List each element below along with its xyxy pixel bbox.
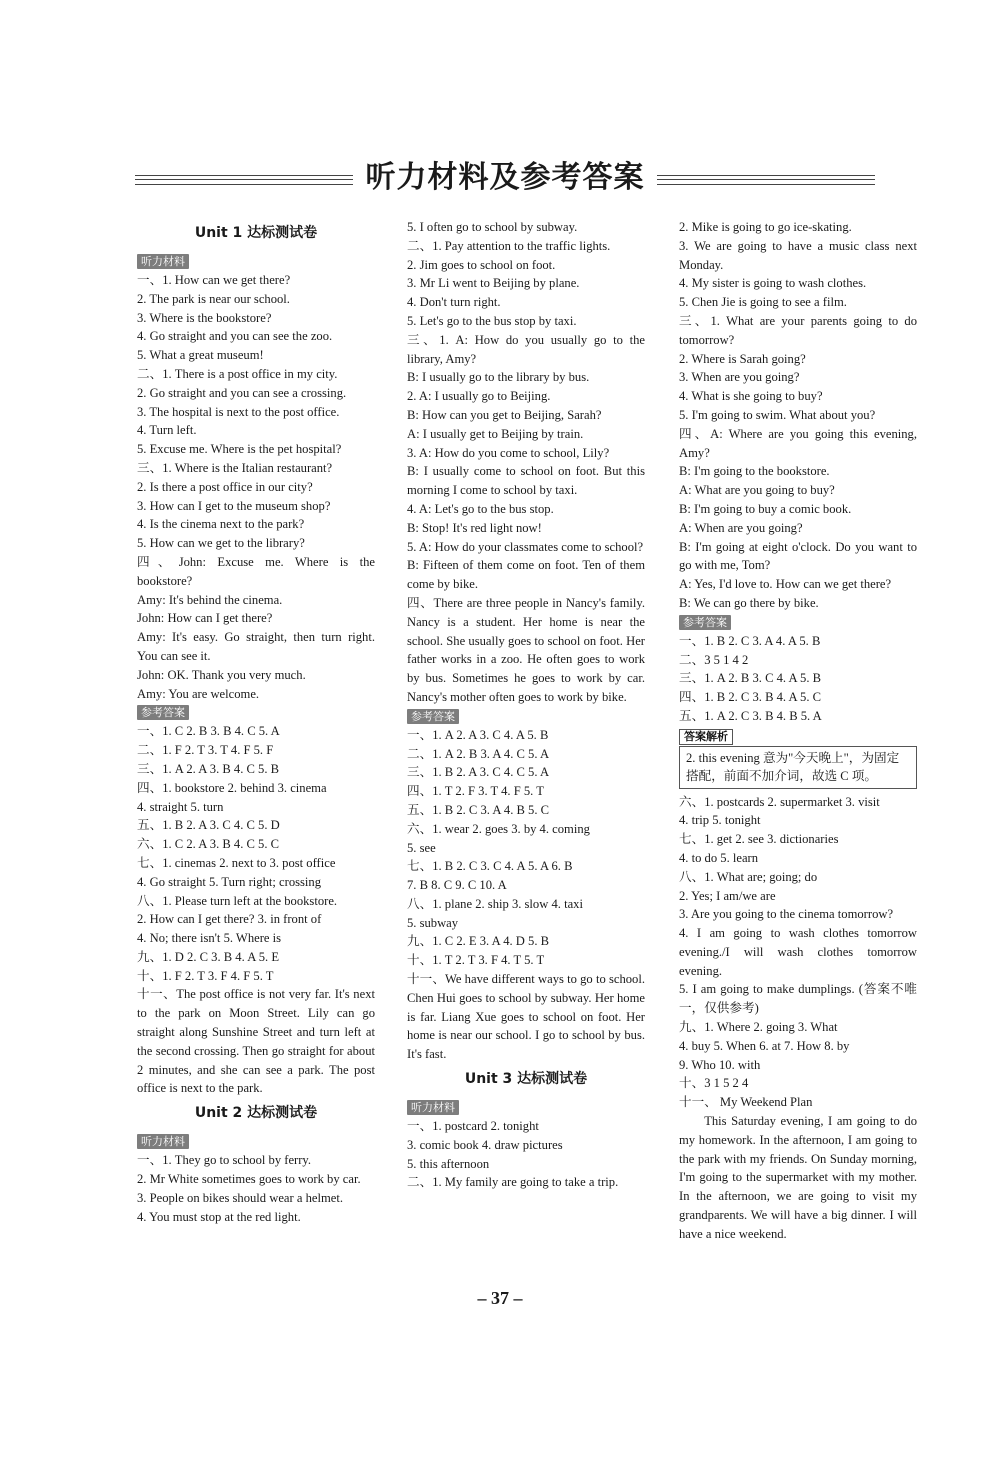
section-tag-row [407,707,645,726]
answer-line: 二、1. A 2. B 3. A 4. C 5. A [407,746,550,761]
answer-line: 四、There are three people in Nancy's family. Nancy is a student. Her home is near the school. She usually goes to school on foot. Her father works in a zoo. He often goes to work by bus. Sometimes he goes to work by car. Nancy's mother often goes to work by bike. [407,595,645,704]
answer-line: B: I'm going at eight o'clock. Do you want to go with me, Tom? [679,539,917,573]
answer-line: 4. to do 5. learn [679,850,759,865]
answer-line: 2. Go straight and you can see a crossing. [137,385,347,400]
answer-line: 十、1. F 2. T 3. F 4. F 5. T [137,968,274,983]
answer-line: 3. People on bikes should wear a helmet. [137,1190,344,1205]
section-tag: 参考答案 [679,615,731,630]
answer-line: 五、1. A 2. C 3. B 4. B 5. A [679,708,822,723]
answer-line: 3. When are you going? [679,370,800,385]
essay-heading: 十一、 My Weekend Plan [679,1095,813,1110]
answer-line: 3. Are you going to the cinema tomorrow? [679,907,894,922]
answer-line: 5. subway [407,915,459,930]
answer-line: 三、1. What are your parents going to do tomorrow? [679,313,917,347]
answer-line: 十一、We have different ways to go to school. Chen Hui goes to school by subway. Her home is far. Liang Xue goes to school on foot. Her home is near our school. I go to school by bus. It's fast. [407,972,645,1062]
answer-line: 5. Excuse me. Where is the pet hospital? [137,442,342,457]
answer-line: 7. B 8. C 9. C 10. A [407,878,507,893]
answer-line: John: How can I get there? [137,611,273,626]
section-tag: 参考答案 [407,709,459,724]
answer-line: B: I'm going to buy a comic book. [679,501,852,516]
answer-line: 三、1. Where is the Italian restaurant? [137,460,333,475]
answer-line: John: OK. Thank you very much. [137,667,306,682]
answer-line: 二、1. My family are going to take a trip. [407,1175,619,1190]
answer-line: 一、1. C 2. B 3. B 4. C 5. A [137,724,280,739]
answer-line: 3. The hospital is next to the post office. [137,404,340,419]
section-tag: 听力材料 [137,1134,189,1149]
answer-line: Amy: It's easy. Go straight, then turn right. You can see it. [137,630,375,663]
explanation-tag-row [679,726,917,746]
column-middle [407,218,645,1192]
answer-line: 二、1. Pay attention to the traffic lights. [407,238,611,253]
answer-line: 3. How can I get to the museum shop? [137,498,331,513]
answer-line: B: We can go there by bike. [679,595,819,610]
answer-line: A: Yes, I'd love to. How can we get there? [679,577,892,592]
answer-line: 九、1. D 2. C 3. B 4. A 5. E [137,949,280,964]
answer-line: 六、1. C 2. A 3. B 4. C 5. C [137,837,280,852]
answer-line: A: When are you going? [679,520,803,535]
section-tag: 参考答案 [137,705,189,720]
answer-line: 5. I am going to make dumplings. (答案不唯一，仅供参考) [679,982,917,1016]
answer-line: 2. Mike is going to go ice-skating. [679,220,852,234]
page-title: 听力材料及参考答案 [365,160,645,195]
answer-line: 七、1. B 2. C 3. C 4. A 5. A 6. B [407,859,573,874]
answer-line: B: Stop! It's red light now! [407,520,542,535]
answer-line: 九、1. Where 2. going 3. What [679,1020,838,1035]
answer-line: 一、1. B 2. C 3. A 4. A 5. B [679,633,821,648]
answer-line: 5. How can we get to the library? [137,536,305,551]
column-right [679,218,917,1244]
section-tag: 听力材料 [407,1100,459,1115]
answer-line: 四、1. T 2. F 3. T 4. F 5. T [407,784,544,799]
unit-heading: Unit 1 达标测试卷 [194,225,318,241]
page-header [135,155,875,205]
answer-line: 七、1. cinemas 2. next to 3. post office [137,855,336,870]
answer-line: B: I'm going to the bookstore. [679,464,830,479]
answer-line: 三、1. A 2. A 3. B 4. C 5. B [137,761,280,776]
title-rule-right [657,175,875,185]
answer-line: A: I usually get to Beijing by train. [407,426,584,441]
answer-line: 一、1. They go to school by ferry. [137,1153,312,1168]
answer-line: 一、1. How can we get there? [137,273,291,287]
answer-line: 十、3 1 5 2 4 [679,1076,749,1091]
answer-line: 2. How can I get there? 3. in front of [137,912,322,927]
unit-heading: Unit 3 达标测试卷 [464,1071,588,1088]
answer-line: 4. My sister is going to wash clothes. [679,276,867,291]
answer-line: 二、1. F 2. T 3. T 4. F 5. F [137,743,274,758]
answer-line: 2. Is there a post office in our city? [137,479,313,494]
answer-line: 3. A: How do you come to school, Lily? [407,445,610,460]
answer-line: 八、1. Please turn left at the bookstore. [137,893,338,908]
answer-line: 五、1. B 2. C 3. A 4. B 5. C [407,802,550,817]
answer-line: B: How can you get to Beijing, Sarah? [407,407,602,422]
answer-line: 4. I am going to wash clothes tomorrow evening./I will wash clothes tomorrow evening. [679,926,917,978]
unit-heading: Unit 2 达标测试卷 [194,1105,318,1122]
answer-line: 四、A: Where are you going this evening, Amy? [679,426,917,460]
answer-line: Amy: You are welcome. [137,686,260,701]
answer-line: 5. I'm going to swim. What about you? [679,407,876,422]
answer-line: 4. What is she going to buy? [679,389,823,404]
answer-line: 四、John: Excuse me. Where is the bookstore? [137,554,375,588]
explanation-tag: 答案解析 [679,729,733,745]
section-tag-row [137,703,375,722]
answer-line: 2. Yes; I am/we are [679,888,776,903]
answer-line: 六、1. postcards 2. supermarket 3. visit [679,794,880,809]
answer-line: 五、1. B 2. A 3. C 4. C 5. D [137,818,280,833]
answer-line: 4. straight 5. turn [137,799,224,814]
answer-line: B: Fifteen of them come on foot. Ten of them come by bike. [407,558,645,592]
answer-line: 5. Let's go to the bus stop by taxi. [407,313,577,328]
section-tag-row [137,1132,375,1151]
essay-paragraph: This Saturday evening, I am going to do my homework. In the afternoon, I am going to the park with my friends. On Sunday morning, I'm going to the supermarket with my mother. In the afternoon, we are going to visit my grandparents. We will have a big dinner. I will have a nice weekend. [679,1114,917,1241]
answer-line: 3. comic book 4. draw pictures [407,1137,563,1152]
answer-line: 一、1. postcard 2. tonight [407,1119,539,1134]
answer-line: 9. Who 10. with [679,1057,761,1072]
answer-line: 4. A: Let's go to the bus stop. [407,501,554,516]
answer-line: 5. Chen Jie is going to see a film. [679,295,847,310]
section-tag-row [679,613,917,632]
answer-line: 4. Don't turn right. [407,295,501,310]
answer-line: 4. trip 5. tonight [679,813,761,828]
answer-line: 三、1. B 2. A 3. C 4. C 5. A [407,765,550,780]
answer-line: 2. Where is Sarah going? [679,351,806,366]
answer-line: 5. this afternoon [407,1156,490,1171]
answer-line: 十、1. T 2. T 3. F 4. T 5. T [407,953,545,968]
answer-line: B: I usually go to the library by bus. [407,370,590,385]
answer-line: Amy: It's behind the cinema. [137,592,283,607]
answer-line: 3. Mr Li went to Beijing by plane. [407,276,580,291]
answer-line: 4. Go straight 5. Turn right; crossing [137,874,322,889]
answer-line: 4. Is the cinema next to the park? [137,517,305,532]
answer-line: 一、1. A 2. A 3. C 4. A 5. B [407,727,549,742]
answer-line: 5. see [407,840,436,855]
answer-line: 四、1. B 2. C 3. B 4. A 5. C [679,690,822,705]
answer-line: 三、1. A: How do you usually go to the library, Amy? [407,332,645,366]
page-number: – 37 – [477,1288,523,1308]
answer-line: 2. A: I usually go to Beijing. [407,389,551,404]
answer-line: 二、1. There is a post office in my city. [137,366,338,381]
answer-line: 2. The park is near our school. [137,291,290,306]
answer-line: 十一、The post office is not very far. It's next to the park on Moon Street. Lily can go straight along Sunshine Street and turn left at the second crossing. Then go straight for about 2 minutes, and she can see a park. The post office is next to the park. [137,987,375,1096]
section-tag: 听力材料 [137,254,189,269]
answer-line: A: What are you going to buy? [679,483,835,498]
answer-line: 三、1. A 2. B 3. C 4. A 5. B [679,671,822,686]
explanation-box: 2. this evening 意为"今天晚上"，为固定搭配，前面不加介词，故选 C 项。 [679,746,917,789]
section-tag-row [407,1098,645,1117]
answer-line: 八、1. plane 2. ship 3. slow 4. taxi [407,896,583,911]
answer-line: 5. I often go to school by subway. [407,220,578,234]
answer-line: 八、1. What are; going; do [679,869,818,884]
answer-line: 5. What a great museum! [137,348,264,363]
answer-line: 四、1. bookstore 2. behind 3. cinema [137,780,327,795]
answer-line: 2. Mr White sometimes goes to work by car. [137,1172,361,1187]
answer-line: 2. Jim goes to school on foot. [407,257,556,272]
answer-line: 二、3 5 1 4 2 [679,652,749,667]
answer-line: 4. No; there isn't 5. Where is [137,931,282,946]
answer-line: 3. Where is the bookstore? [137,310,272,325]
column-left [137,218,375,1226]
section-tag-row [137,252,375,271]
answer-line: 九、1. C 2. E 3. A 4. D 5. B [407,934,550,949]
answer-line: 六、1. wear 2. goes 3. by 4. coming [407,821,590,836]
answer-line: 4. Go straight and you can see the zoo. [137,329,333,344]
answer-line: 5. A: How do your classmates come to school? [407,539,644,554]
answer-line: 4. buy 5. When 6. at 7. How 8. by [679,1038,850,1053]
answer-line: 七、1. get 2. see 3. dictionaries [679,832,839,847]
answer-line: 4. You must stop at the red light. [137,1209,301,1224]
answer-line: B: I usually come to school on foot. But this morning I come to school by taxi. [407,464,645,498]
answer-line: 3. We are going to have a music class next Monday. [679,238,917,272]
answer-line: 4. Turn left. [137,423,197,438]
